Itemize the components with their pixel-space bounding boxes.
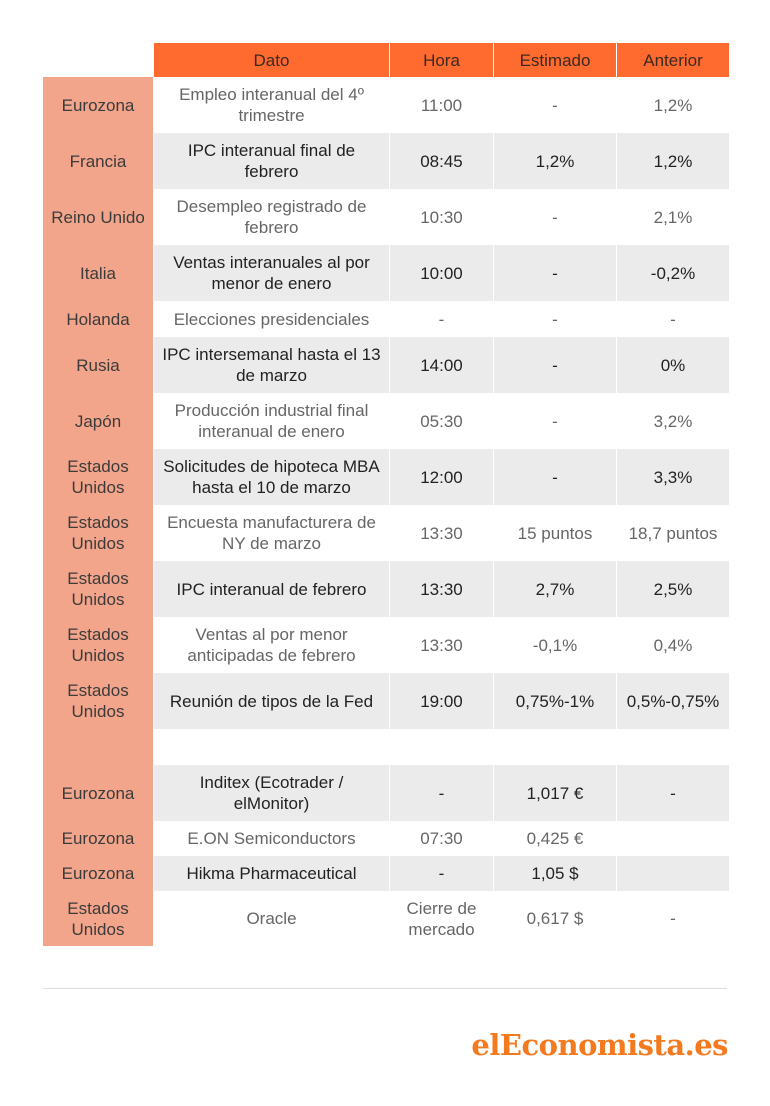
- row-estimado: -: [494, 245, 616, 301]
- result-anterior: -: [617, 765, 729, 821]
- row-anterior: 0%: [617, 337, 729, 393]
- row-anterior: 1,2%: [617, 133, 729, 189]
- row-country: Estados Unidos: [43, 617, 153, 673]
- row-hora: 13:30: [390, 561, 493, 617]
- row-dato: Reunión de tipos de la Fed: [154, 673, 389, 729]
- spacer-country: [43, 729, 153, 765]
- row-dato: Solicitudes de hipoteca MBA hasta el 10 de marzo: [154, 449, 389, 505]
- row-estimado: -: [494, 77, 616, 133]
- row-estimado: 1,2%: [494, 133, 616, 189]
- result-dato: Inditex (Ecotrader / elMonitor): [154, 765, 389, 821]
- row-estimado: 2,7%: [494, 561, 616, 617]
- row-country: Estados Unidos: [43, 449, 153, 505]
- row-dato: IPC interanual final de febrero: [154, 133, 389, 189]
- row-anterior: 2,5%: [617, 561, 729, 617]
- row-anterior: 3,3%: [617, 449, 729, 505]
- row-estimado: -0,1%: [494, 617, 616, 673]
- row-estimado: -: [494, 301, 616, 337]
- spacer-cell: [154, 729, 389, 765]
- row-hora: 19:00: [390, 673, 493, 729]
- spacer-cell: [617, 729, 729, 765]
- spacer-cell: [494, 729, 616, 765]
- result-dato: Oracle: [154, 891, 389, 946]
- row-anterior: -: [617, 301, 729, 337]
- row-hora: 13:30: [390, 617, 493, 673]
- row-dato: IPC interanual de febrero: [154, 561, 389, 617]
- result-estimado: 1,05 $: [494, 856, 616, 891]
- row-anterior: 18,7 puntos: [617, 505, 729, 561]
- result-anterior: -: [617, 891, 729, 946]
- result-anterior: [617, 821, 729, 856]
- row-country: Estados Unidos: [43, 505, 153, 561]
- row-country: Estados Unidos: [43, 561, 153, 617]
- result-estimado: 1,017 €: [494, 765, 616, 821]
- row-hora: 14:00: [390, 337, 493, 393]
- row-estimado: 0,75%-1%: [494, 673, 616, 729]
- row-anterior: 3,2%: [617, 393, 729, 449]
- row-estimado: -: [494, 393, 616, 449]
- row-country: Reino Unido: [43, 189, 153, 245]
- row-country: Eurozona: [43, 77, 153, 133]
- row-anterior: 0,5%-0,75%: [617, 673, 729, 729]
- result-anterior: [617, 856, 729, 891]
- row-hora: 05:30: [390, 393, 493, 449]
- result-country: Estados Unidos: [43, 891, 153, 946]
- result-hora: 07:30: [390, 821, 493, 856]
- spacer-cell: [390, 729, 493, 765]
- row-country: Holanda: [43, 301, 153, 337]
- result-country: Eurozona: [43, 765, 153, 821]
- result-dato: Hikma Pharmaceutical: [154, 856, 389, 891]
- result-estimado: 0,425 €: [494, 821, 616, 856]
- brand-logo: elEconomista.es: [471, 1028, 728, 1062]
- result-hora: Cierre de mercado: [390, 891, 493, 946]
- row-anterior: 0,4%: [617, 617, 729, 673]
- row-anterior: 2,1%: [617, 189, 729, 245]
- row-hora: 12:00: [390, 449, 493, 505]
- header-dato: Dato: [154, 43, 389, 77]
- result-country: Eurozona: [43, 856, 153, 891]
- row-hora: 08:45: [390, 133, 493, 189]
- row-hora: -: [390, 301, 493, 337]
- calendar-table: [43, 43, 729, 946]
- result-hora: -: [390, 856, 493, 891]
- header-anterior: Anterior: [617, 43, 729, 77]
- result-country: Eurozona: [43, 821, 153, 856]
- row-estimado: -: [494, 189, 616, 245]
- result-estimado: 0,617 $: [494, 891, 616, 946]
- row-estimado: 15 puntos: [494, 505, 616, 561]
- row-dato: Empleo interanual del 4º trimestre: [154, 77, 389, 133]
- row-hora: 11:00: [390, 77, 493, 133]
- footer-divider: [43, 988, 727, 989]
- row-dato: Ventas interanuales al por menor de enero: [154, 245, 389, 301]
- row-hora: 10:00: [390, 245, 493, 301]
- header-blank: [43, 43, 153, 77]
- row-anterior: 1,2%: [617, 77, 729, 133]
- header-estimado: Estimado: [494, 43, 616, 77]
- row-dato: Encuesta manufacturera de NY de marzo: [154, 505, 389, 561]
- row-dato: Elecciones presidenciales: [154, 301, 389, 337]
- row-hora: 13:30: [390, 505, 493, 561]
- result-hora: -: [390, 765, 493, 821]
- row-dato: Desempleo registrado de febrero: [154, 189, 389, 245]
- row-country: Japón: [43, 393, 153, 449]
- result-dato: E.ON Semiconductors: [154, 821, 389, 856]
- row-country: Italia: [43, 245, 153, 301]
- row-country: Rusia: [43, 337, 153, 393]
- row-country: Francia: [43, 133, 153, 189]
- row-estimado: -: [494, 449, 616, 505]
- row-dato: Producción industrial final interanual de enero: [154, 393, 389, 449]
- row-hora: 10:30: [390, 189, 493, 245]
- row-anterior: -0,2%: [617, 245, 729, 301]
- row-dato: IPC intersemanal hasta el 13 de marzo: [154, 337, 389, 393]
- row-dato: Ventas al por menor anticipadas de febrero: [154, 617, 389, 673]
- row-country: Estados Unidos: [43, 673, 153, 729]
- row-estimado: -: [494, 337, 616, 393]
- header-hora: Hora: [390, 43, 493, 77]
